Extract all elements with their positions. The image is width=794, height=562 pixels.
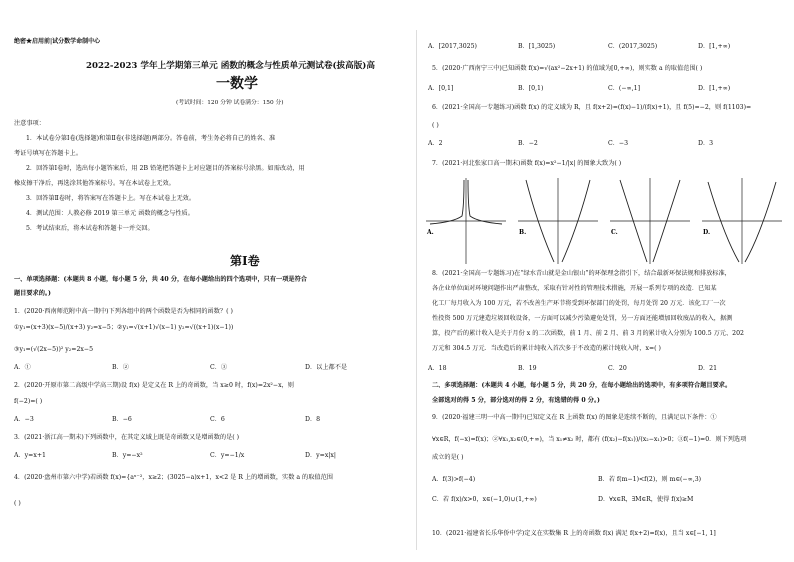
- graph-label-d: D.: [703, 229, 711, 236]
- question-line: 性投资 500 万元建造垃圾回收设备，一方面可以减少污染避免处罚，另一方面还能增加回收废品的收入，据测: [432, 315, 733, 322]
- question-line: ③y₁=(√(2x−5))² y₂=2x−5: [14, 346, 94, 353]
- question-line: 成立的是( ): [432, 454, 464, 461]
- answer-option: A．−3: [14, 416, 34, 423]
- exam-title: 2022-2023 学年上学期第三单元 函数的概念与性质单元测试卷(拔高版)高: [86, 61, 375, 71]
- question-line: 7．(2021·河北张家口高一期末)函数 f(x)=x²−1/|x| 的图象大致为( ): [432, 160, 622, 167]
- answer-option: C．若 f(x)/x>0，x∈(−1,0)∪(1,+∞): [432, 496, 537, 503]
- answer-option: D．∀x∈R，∃M∈R，使得 f(x)≥M: [598, 496, 694, 503]
- answer-option: B．y=−x²: [112, 452, 143, 459]
- answer-option: C．(2017,3025): [608, 43, 658, 50]
- section-title: 第Ⅰ卷: [230, 254, 260, 268]
- answer-option: C．20: [608, 365, 627, 372]
- part1-heading-line1: 一、单项选择题：(本题共 8 小题，每小题 5 分，共 40 分，在每小题给出的四个选项中，只有一项是符合: [14, 276, 307, 283]
- question-line: 算，投产后的累计收入是关于月份 x 的二次函数，前 1 月、前 2 月、前 3 月的累计收入分别为 100.5 万元、202: [432, 330, 744, 337]
- answer-option: A．2: [428, 140, 443, 147]
- question-line: 1．(2020·西南师范附中高一期中)下列各组中的两个函数是否为相同的函数？( ): [14, 308, 233, 315]
- answer-option: A．[2017,3025): [428, 43, 477, 50]
- question-line: ( ): [14, 500, 21, 507]
- answer-option: C．6: [210, 416, 225, 423]
- question-line: 6．(2021·全国高一专题练习)函数 f(x) 的定义域为 R，且 f(x+2)=(f(x)−1)/(f(x)+1)，且 f(5)=−2，则 f(1103)=: [432, 104, 752, 111]
- question-line: 2．(2020·开原市第二高级中学高三期)设 f(x) 是定义在 R 上的奇函数，当 x≥0 时，f(x)=2x²−x，则: [14, 382, 294, 389]
- answer-option: D．21: [698, 365, 718, 372]
- answer-option: B．−2: [518, 140, 538, 147]
- answer-option: D．8: [305, 416, 321, 423]
- question-line: ∀x∈R，f(−x)=f(x)；②∀x₁,x₂∈(0,+∞)，当 x₁≠x₂ 时，都有 (f(x₂)−f(x₁))/(x₂−x₁)>0；③f(−1)=0．则下列选项: [432, 436, 747, 443]
- graph-label-a: A.: [427, 229, 434, 236]
- note-line: 2．回答第Ⅰ卷时，选出每小题答案后，用 2B 铅笔把答题卡上对应题目的答案标号涂黑。如需改动，用: [26, 165, 305, 172]
- note-line: 橡皮擦干净后，再选涂其他答案标号。写在本试卷上无效。: [14, 180, 175, 187]
- note-line: 考证号填写在答题卡上。: [14, 150, 83, 157]
- question-line: 9．(2020·福建三明一中高一期中)已知定义在 R 上函数 f(x) 的图象是连续不断的，且满足以下条件：①: [432, 414, 717, 421]
- question-line: 10．(2021·福建省长乐华侨中学)定义在实数集 R 上的奇函数 f(x) 满足 f(x+2)=f(x)，且当 x∈[−1, 1]: [432, 530, 716, 537]
- graph-option-b: [516, 176, 600, 266]
- note-line: 4．测试范围：人教必修 2019 第三单元 函数的概念与性质。: [26, 210, 194, 217]
- question-line: 全部选对的得 5 分，部分选对的得 2 分，有选错的得 0 分。): [432, 397, 600, 404]
- note-line: 3．回答第Ⅱ卷时，将答案写在答题卡上。写在本试卷上无效。: [26, 195, 196, 202]
- answer-option: A．[0,1]: [428, 85, 454, 92]
- answer-option: B．[1,3025): [518, 43, 556, 50]
- note-line: 1．本试卷分第Ⅰ卷(选择题)和第Ⅱ卷(非选择题)两部分。答卷前，考生务必将自己的姓名、准: [26, 135, 276, 142]
- answer-option: A．①: [14, 364, 31, 371]
- question-line: 3．(2021·浙江高一期末)下列函数中，在其定义域上既是奇函数又是增函数的是( ): [14, 434, 240, 441]
- graph-option-a: [424, 176, 508, 266]
- graph-label-b: B.: [519, 229, 527, 236]
- question-line: ( ): [432, 122, 439, 129]
- exam-title-tail: 一数学: [216, 76, 258, 92]
- answer-option: C．③: [210, 364, 228, 371]
- exam-meta: (考试时间：120 分钟 试卷满分：150 分): [176, 100, 284, 106]
- answer-option: C．−3: [608, 140, 629, 147]
- answer-option: A．y=x+1: [14, 452, 46, 459]
- graph-label-c: C.: [611, 229, 618, 236]
- question-line: 8．(2021·全国高一专题练习)在“绿水青山就是金山银山”的环保理念指引下，结合最新环保法规和排放标准，: [432, 270, 731, 277]
- answer-option: A．18: [428, 365, 447, 372]
- notes-heading: 注意事项：: [14, 120, 45, 127]
- answer-option: B．[0,1): [518, 85, 544, 92]
- answer-option: D．3: [698, 140, 714, 147]
- question-line: 各企业单位面对环境问题作出严肃整改，采取有针对性的管理技术措施，开展一系列专项的改造．已知某: [432, 285, 717, 292]
- answer-option: C．(−∞,1]: [608, 85, 640, 92]
- graph-option-c: [608, 176, 692, 266]
- answer-option: B．②: [112, 364, 129, 371]
- column-divider: [416, 30, 417, 550]
- answer-option: A．f(3)>f(−4): [432, 476, 476, 483]
- answer-option: D．以上都不是: [305, 364, 348, 371]
- answer-option: D．y=x|x|: [305, 452, 336, 459]
- graph-option-d: [700, 176, 784, 266]
- answer-option: B．19: [518, 365, 537, 372]
- note-line: 5．考试结束后，将本试卷和答题卡一并交回。: [26, 225, 154, 232]
- secret-label: 绝密★启用前|试分数学命制中心: [14, 38, 101, 45]
- question-line: 万元和 304.5 万元．当改造后的累计纯收入首次多于不改造的累计纯收入时，x=( ): [432, 345, 661, 352]
- question-line: f(−2)=( ): [14, 398, 43, 405]
- answer-option: C．y=−1/x: [210, 452, 245, 459]
- answer-option: B．若 f(m−1)<f(2)，则 m∈(−∞,3): [598, 476, 702, 483]
- question-line: 化工厂每月收入为 100 万元，若不改善生产环节将受到环保部门的处罚，每月处罚 20 万元．该化工厂一次: [432, 300, 726, 307]
- question-line: 5．(2020·广西南宁三中)已知函数 f(x)=√(ax²−2x+1) 的值域为[0,+∞)，则实数 a 的取值范围( ): [432, 65, 703, 72]
- question-line: 二、多项选择题：(本题共 4 小题，每小题 5 分，共 20 分，在每小题给出的选项中，有多项符合题目要求。: [432, 382, 732, 389]
- part1-heading-line2: 题目要求的。): [14, 290, 51, 297]
- question-line: ①y₁=(x+3)(x−5)/(x+3) y₂=x−5；②y₁=√(x+1)√(x−1) y₂=√((x+1)(x−1)): [14, 324, 234, 331]
- answer-option: B．−6: [112, 416, 132, 423]
- question-line: 4．(2020·盘州市第六中学)若函数 f(x)={aˣ⁻²，x≥2；(3025−a)x+1，x<2 是 R 上的增函数，实数 a 的取值范围: [14, 474, 333, 481]
- answer-option: D．[1,+∞): [698, 43, 731, 50]
- answer-option: D．[1,+∞): [698, 85, 731, 92]
- right-column: [418, 0, 794, 562]
